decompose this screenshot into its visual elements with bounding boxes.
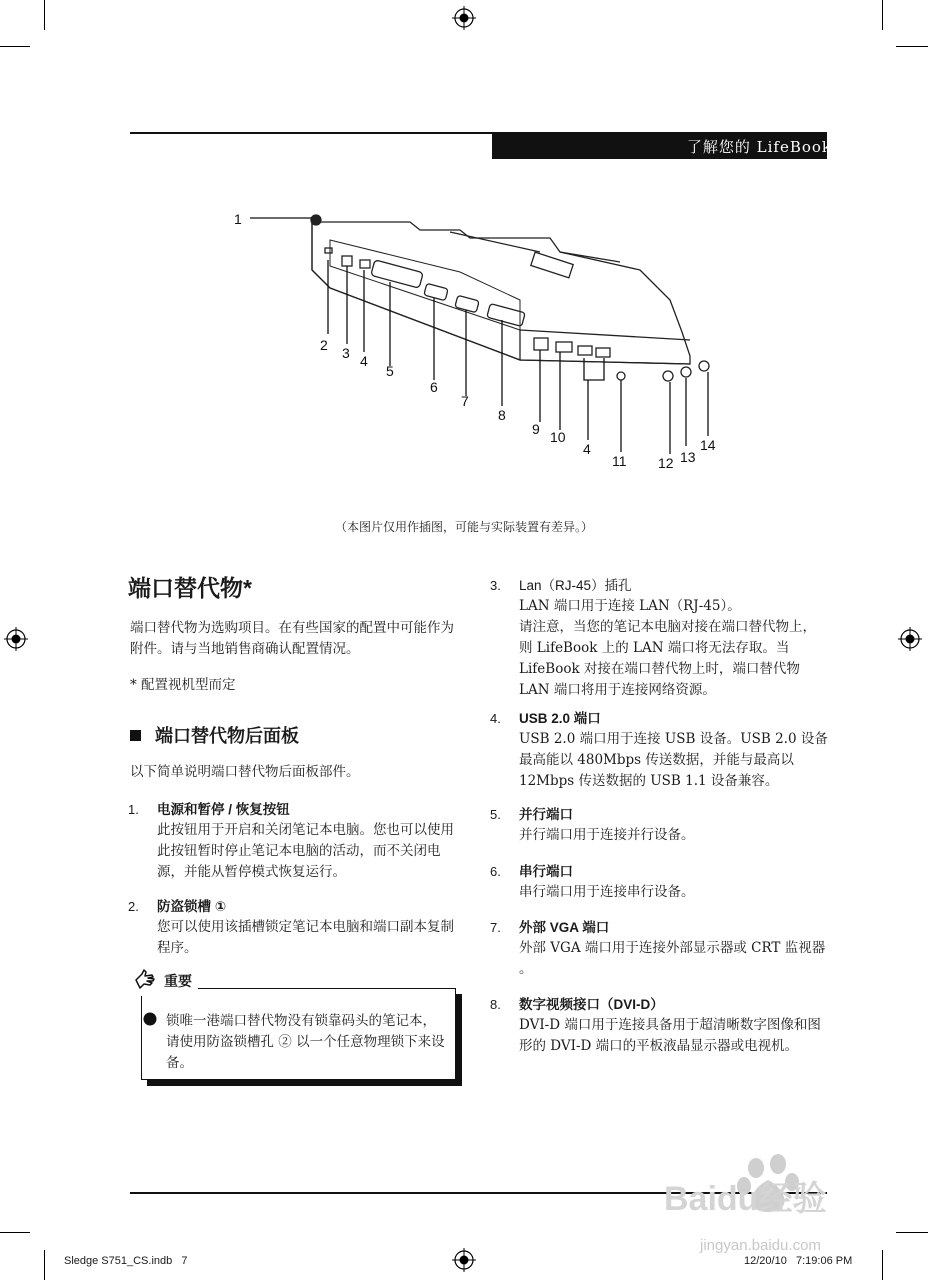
item-number: 5. [490, 807, 501, 822]
port-replicator-illustration [220, 200, 740, 480]
note-text: 锁唯一港端口替代物没有锁靠码头的笔记本，请使用防盗锁槽孔 ② 以一个任意物理锁下来设备。 [166, 1013, 445, 1071]
item-title: USB 2.0 端口 [519, 711, 601, 726]
item-title: 数字视频接口（DVI-D） [519, 997, 664, 1012]
header-title: 了解您的 LifeBook [686, 138, 832, 156]
note-header [130, 966, 198, 996]
list-item [490, 861, 828, 903]
callout-5: 5 [386, 363, 394, 379]
footnote: * 配置视机型而定 [130, 677, 236, 693]
watermark-url: jingyan.baidu.com [700, 1237, 821, 1254]
list-item [128, 799, 464, 883]
callout-13: 13 [680, 449, 696, 465]
callout-14: 14 [700, 437, 716, 453]
item-title: 电源和暂停 / 恢复按钮 [157, 802, 290, 817]
item-body: 并行端口用于连接并行设备。 [519, 827, 695, 843]
callout-2: 2 [320, 337, 328, 353]
callout-4: 4 [360, 353, 368, 369]
callout-1: 1 [234, 211, 242, 227]
item-title: 防盗锁槽 ① [157, 899, 227, 914]
bullet-icon [142, 1011, 162, 1031]
item-body: LAN 端口用于连接 LAN（RJ-45）。 请注意，当您的笔记本电脑对接在端口替代物上，则 LifeBook 上的 LAN 端口将无法存取。当 LifeBook 对接在端口替代物上时，端口替代物 LAN 端口将用于连接网络资源。 [519, 598, 816, 698]
note-label: 重要 [164, 973, 192, 989]
callout-10: 10 [550, 429, 566, 445]
item-title: 外部 VGA 端口 [519, 920, 610, 935]
callout-9: 9 [532, 421, 540, 437]
list-item [490, 917, 828, 980]
list-item [490, 804, 828, 846]
item-body: USB 2.0 端口用于连接 USB 设备。USB 2.0 设备最高能以 480Mbps 传送数据，并能与最高以 12Mbps 传送数据的 USB 1.1 设备兼容。 [519, 731, 828, 789]
item-body: 此按钮用于开启和关闭笔记本电脑。您也可以使用此按钮暂时停止笔记本电脑的活动，而不关闭电源，并能从暂停模式恢复运行。 [157, 822, 454, 880]
crop-mark [44, 0, 45, 30]
baidu-watermark [660, 1150, 880, 1260]
footer-file-info: Sledge S751_CS.indb 7 [64, 1255, 188, 1267]
crop-mark [882, 0, 883, 30]
crop-mark [882, 1250, 883, 1280]
crop-mark [896, 46, 928, 47]
figure-caption: （本图片仅用作插图，可能与实际装置有差异。） [334, 520, 593, 534]
callout-8: 8 [498, 407, 506, 423]
callout-3: 3 [342, 345, 350, 361]
callout-6: 6 [430, 379, 438, 395]
item-body: 串行端口用于连接串行设备。 [519, 884, 695, 900]
crop-mark [0, 1232, 30, 1233]
list-item [128, 896, 464, 959]
item-number: 6. [490, 864, 501, 879]
item-number: 3. [490, 578, 501, 593]
item-body: 您可以使用该插槽锁定笔记本电脑和端口副本复制程序。 [157, 919, 454, 956]
item-title: Lan（RJ-45）插孔 [519, 578, 632, 593]
section-heading [130, 722, 299, 748]
list-item [490, 575, 828, 701]
item-number: 8. [490, 997, 501, 1012]
callout-12: 12 [658, 455, 674, 471]
list-item [490, 994, 828, 1057]
item-body: 外部 VGA 端口用于连接外部显示器或 CRT 监视器 。 [519, 940, 826, 977]
hand-pointer-icon [132, 966, 158, 992]
registration-mark [4, 627, 28, 651]
registration-mark [898, 627, 922, 651]
item-body: DVI-D 端口用于连接具备用于超清晰数字图像和图形的 DVI-D 端口的平板液晶显示器或电视机。 [519, 1017, 821, 1054]
square-bullet-icon [130, 730, 141, 741]
registration-mark [452, 1248, 476, 1272]
item-number: 2. [128, 899, 139, 914]
callout-4b: 4 [583, 441, 591, 457]
important-note-box [141, 988, 456, 1080]
crop-mark [0, 46, 30, 47]
list-item [490, 708, 828, 792]
crop-mark [896, 1232, 928, 1233]
page-title: 端口替代物* [128, 575, 252, 601]
registration-mark [452, 6, 476, 30]
crop-mark [44, 1250, 45, 1280]
section-intro: 以下简单说明端口替代物后面板部件。 [130, 764, 360, 780]
section-title: 端口替代物后面板 [155, 726, 299, 746]
item-number: 1. [128, 802, 139, 817]
footer-timestamp: 12/20/10 7:19:06 PM [744, 1255, 853, 1267]
callout-7: 7 [461, 393, 469, 409]
callout-11: 11 [612, 453, 627, 469]
watermark-brand: Baidu经验 [664, 1180, 827, 1218]
item-title: 并行端口 [519, 807, 573, 822]
item-number: 7. [490, 920, 501, 935]
intro-paragraph: 端口替代物为选购项目。在有些国家的配置中可能作为附件。请与当地销售商确认配置情况。 [130, 620, 454, 657]
item-number: 4. [490, 711, 501, 726]
item-title: 串行端口 [519, 864, 573, 879]
